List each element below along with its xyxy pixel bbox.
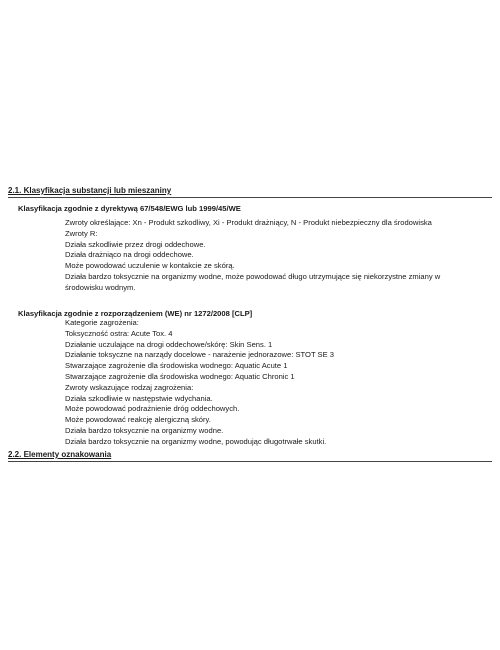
list-item: Działa drażniąco na drogi oddechowe. <box>65 250 194 260</box>
section-2-1-heading-text: 2.1. Klasyfikacja substancji lub mieszaniny <box>8 186 172 195</box>
list-item: Toksyczność ostra: Acute Tox. 4 <box>65 328 173 338</box>
list-item: Stwarzające zagrożenie dla środowiska wodnego: Aquatic Chronic 1 <box>65 371 295 381</box>
list-item: Działa szkodliwie przez drogi oddechowe. <box>65 239 206 249</box>
list-item: Stwarzające zagrożenie dla środowiska wodnego: Aquatic Acute 1 <box>65 361 288 371</box>
list-item: Zwroty R: <box>65 228 98 238</box>
list-item: Działa bardzo toksycznie na organizmy wodne. <box>65 425 224 435</box>
section-2-2-heading-text: 2.2. Elementy oznakowania <box>8 450 112 459</box>
list-item: Zwroty wskazujące rodzaj zagrożenia: <box>65 382 194 392</box>
section-2-1-heading <box>8 186 171 195</box>
list-item: Działa szkodliwie w następstwie wdychania. <box>65 393 213 403</box>
directive-classification-heading: Klasyfikacja zgodnie z dyrektywą 67/548/EWG lub 1999/45/WE <box>18 204 241 213</box>
list-item: Może powodować uczulenie w kontakcie ze skórą. <box>65 261 235 271</box>
list-item: Może powodować reakcję alergiczną skóry. <box>65 415 211 425</box>
list-item: Zwroty określające: Xn - Produkt szkodliwy, Xi - Produkt drażniący, N - Produkt niebezpieczny dla środowiska <box>65 218 432 227</box>
list-item: Działa bardzo toksycznie na organizmy wodne, może powodować długo utrzymujące się niekorzystne zmiany w środowisku wodnym. <box>65 271 441 292</box>
section-2-2-divider <box>8 461 492 462</box>
section-2-1-divider <box>8 197 492 198</box>
list-item: Kategorie zagrożenia: <box>65 318 139 327</box>
list-item: Działanie toksyczne na narządy docelowe - narażenie jednorazowe: STOT SE 3 <box>65 350 335 360</box>
clp-classification-heading: Klasyfikacja zgodnie z rozporządzeniem (WE) nr 1272/2008 [CLP] <box>18 309 253 318</box>
list-item: Może powodować podrażnienie dróg oddechowych. <box>65 404 240 414</box>
section-2-2-heading <box>8 450 111 459</box>
list-item: Działa bardzo toksycznie na organizmy wodne, powodując długotrwałe skutki. <box>65 436 327 446</box>
directive-classification-list <box>65 218 465 294</box>
list-item: Działanie uczulające na drogi oddechowe/skórę: Skin Sens. 1 <box>65 339 273 349</box>
clp-classification-list <box>65 318 465 448</box>
